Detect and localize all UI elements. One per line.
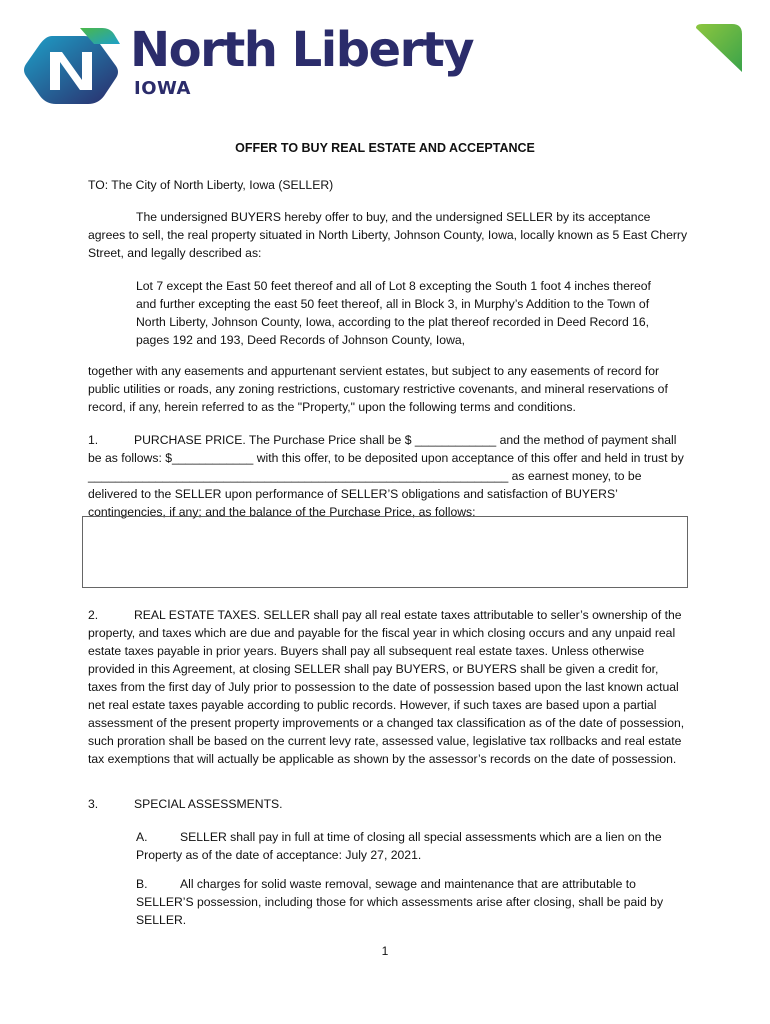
- corner-accent-icon: [696, 24, 742, 74]
- section-3-heading: [88, 795, 688, 813]
- together-paragraph: together with any easements and appurtenant servient estates, but subject to any easements of record for public utilities or roads, any zoning restrictions, customary restrictive covenants, and mineral reservations of record, if any, herein referred to as the "Property," upon the following terms and conditions.: [88, 364, 668, 414]
- intro-text: The undersigned BUYERS hereby offer to buy, and the undersigned SELLER by its acceptance agrees to sell, the real property situated in North Liberty, Johnson County, Iowa, locally known as 5 East Cherry Street, and legally described as:: [88, 210, 688, 260]
- logo-wordmark: North Liberty: [130, 22, 474, 78]
- section-1: [88, 431, 690, 521]
- section-3b-text: All charges for solid waste removal, sewage and maintenance that are attributable to SELLER’S possession, including those for which assessments arise after closing, shall be paid by SELLER.: [136, 877, 664, 927]
- section-3-title: SPECIAL ASSESSMENTS.: [134, 797, 283, 811]
- north-liberty-logo-icon: [22, 22, 122, 114]
- section-3a-label: A.: [136, 830, 148, 844]
- page-number: 1: [381, 944, 389, 958]
- section-3a: [136, 828, 676, 864]
- logo-state: IOWA: [134, 78, 191, 99]
- section-1-number: 1.: [88, 433, 99, 447]
- section-2: [88, 606, 690, 768]
- section-3b: [136, 875, 676, 929]
- intro-paragraph: [88, 208, 690, 262]
- payment-terms-box[interactable]: [82, 516, 688, 588]
- to-line: TO: The City of North Liberty, Iowa (SELLER): [88, 178, 334, 192]
- section-2-number: 2.: [88, 608, 99, 622]
- section-2-text: REAL ESTATE TAXES. SELLER shall pay all real estate taxes attributable to seller’s ownership of the property, and taxes which are due and payable for the fiscal year in which closing occurs and any unpaid real estate taxes payable in prior years. Buyers shall pay all subsequent real estate taxes. Unless otherwise provided in this Agreement, at closing SELLER shall pay BUYERS, or BUYERS shall be given a credit for, taxes from the first day of July prior to possession to the date of possession based upon the last known actual net real estate taxes payable according to public records. However, if such taxes are based upon a partial assessment of the present property improvements or a changed tax classification as of the date of possession, such proration shall be based on the current levy rate, assessed value, legislative tax rollbacks and real estate tax exemptions that will actually be applicable as shown by the assessor’s records on the date of possession.: [88, 608, 685, 766]
- section-3b-label: B.: [136, 877, 148, 891]
- section-3a-text: SELLER shall pay in full at time of closing all special assessments which are a lien on the Property as of the date of acceptance: July 27, 2021.: [136, 830, 662, 862]
- section-1-text: PURCHASE PRICE. The Purchase Price shall be $ ____________ and the method of payment shall be as follows: $____________ with this offer, to be deposited upon acceptance of this offer and held in trust by ______________________________________________________________ as earnest money, to be delivered to the SELLER upon performance of SELLER’S obligations and satisfaction of BUYERS’ contingencies, if any; and the balance of the Purchase Price, as follows:: [88, 433, 684, 519]
- legal-description: Lot 7 except the East 50 feet thereof and all of Lot 8 excepting the South 1 foot 4 inches thereof and further excepting the east 50 feet thereof, all in Block 3, in Murphy’s Addition to the Town of North Liberty, Johnson County, Iowa, according to the plat thereof recorded in Deed Record 16, pages 192 and 193, Deed Records of Johnson County, Iowa,: [136, 279, 651, 347]
- section-3-number: 3.: [88, 797, 99, 811]
- document-title: OFFER TO BUY REAL ESTATE AND ACCEPTANCE: [235, 141, 535, 155]
